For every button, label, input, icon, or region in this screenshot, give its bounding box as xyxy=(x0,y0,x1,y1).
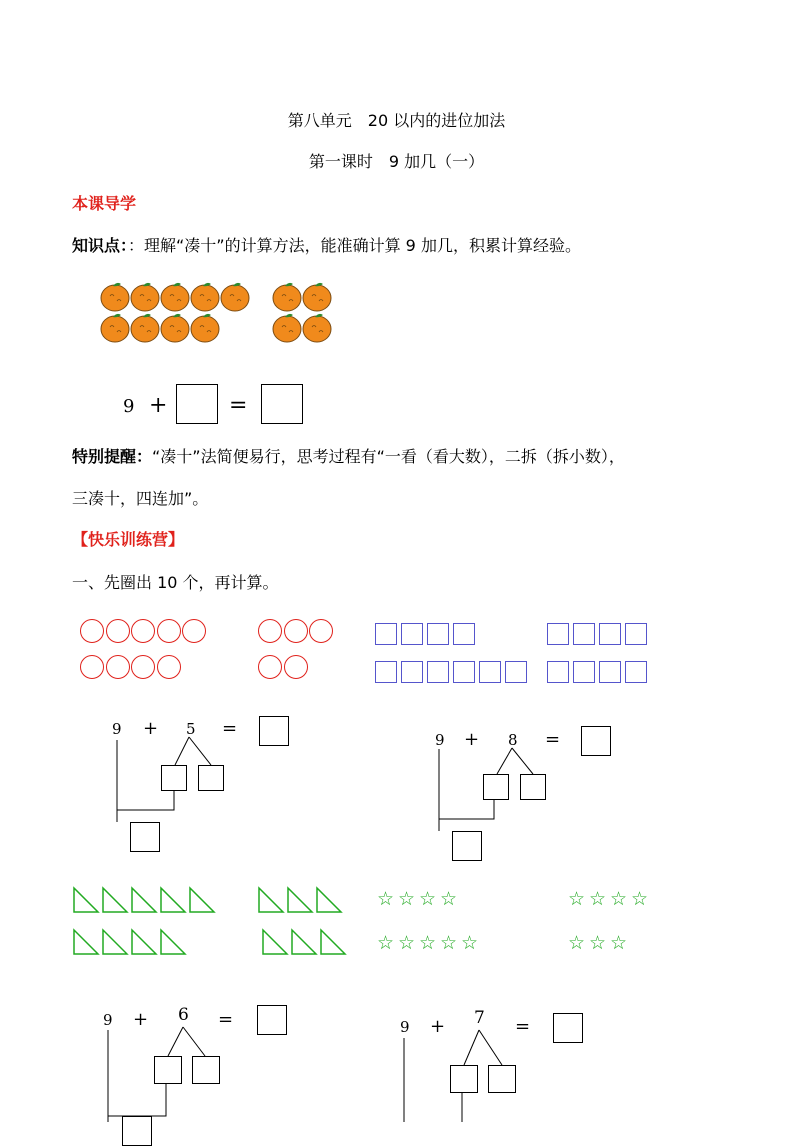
star-outline-icon: ☆ xyxy=(589,932,607,954)
problem-2-b: 8 xyxy=(508,731,518,749)
star-outline-icon: ☆ xyxy=(610,888,628,910)
star-outline-icon: ☆ xyxy=(589,888,607,910)
star-outline-icon: ☆ xyxy=(568,932,586,954)
star-outline-icon: ☆ xyxy=(631,888,649,910)
problem-1-op: + xyxy=(143,718,159,739)
star-outline-icon: ☆ xyxy=(568,888,586,910)
intro-eq-left: 9 xyxy=(123,396,135,417)
training-heading: 【快乐训练营】 xyxy=(72,530,185,549)
intro-eq-equals: = xyxy=(229,393,248,418)
problem-3-eq: = xyxy=(218,1009,234,1030)
question-1-text: 一、先圈出 10 个，再计算。 xyxy=(72,573,279,592)
star-outline-icon: ☆ xyxy=(398,932,416,954)
problem-3-b: 6 xyxy=(178,1005,189,1025)
problem-4-b: 7 xyxy=(474,1008,485,1028)
problem-2-op: + xyxy=(464,729,480,750)
star-outline-icon: ☆ xyxy=(440,932,458,954)
star-outline-icon: ☆ xyxy=(377,888,395,910)
reminder-label: 特别提醒： xyxy=(72,447,153,466)
knowledge-label: 知识点： xyxy=(72,236,129,255)
star-outline-icon: ☆ xyxy=(419,932,437,954)
lesson-title: 第一课时 9 加几（一） xyxy=(308,152,485,171)
star-outline-icon: ☆ xyxy=(610,932,628,954)
problem-2-eq: = xyxy=(545,729,561,750)
star-outline-icon: ☆ xyxy=(377,932,395,954)
problem-3-a: 9 xyxy=(103,1011,113,1029)
problem-1-a: 9 xyxy=(112,720,122,738)
problem-4-a: 9 xyxy=(400,1018,410,1036)
intro-eq-plus: + xyxy=(149,393,168,418)
problem-3-op: + xyxy=(133,1009,149,1030)
problem-4-eq: = xyxy=(515,1016,531,1037)
problem-4-op: + xyxy=(430,1016,446,1037)
star-outline-icon: ☆ xyxy=(440,888,458,910)
problem-1-eq: = xyxy=(222,718,238,739)
reminder-line2: 三凑十，四连加”。 xyxy=(72,489,209,508)
star-outline-icon: ☆ xyxy=(461,932,479,954)
star-outline-icon: ☆ xyxy=(398,888,416,910)
problem-1-b: 5 xyxy=(186,720,196,738)
problem-2-a: 9 xyxy=(435,731,445,749)
star-outline-icon: ☆ xyxy=(419,888,437,910)
unit-title: 第八单元 20 以内的进位加法 xyxy=(287,111,506,130)
knowledge-text: ：理解“凑十”的计算方法，能准确计算 9 加几，积累计算经验。 xyxy=(128,236,581,255)
reminder-text-1: “凑十”法简便易行，思考过程有“一看（看大数），二拆（拆小数）， xyxy=(152,447,625,466)
guide-heading: 本课导学 xyxy=(72,194,137,213)
